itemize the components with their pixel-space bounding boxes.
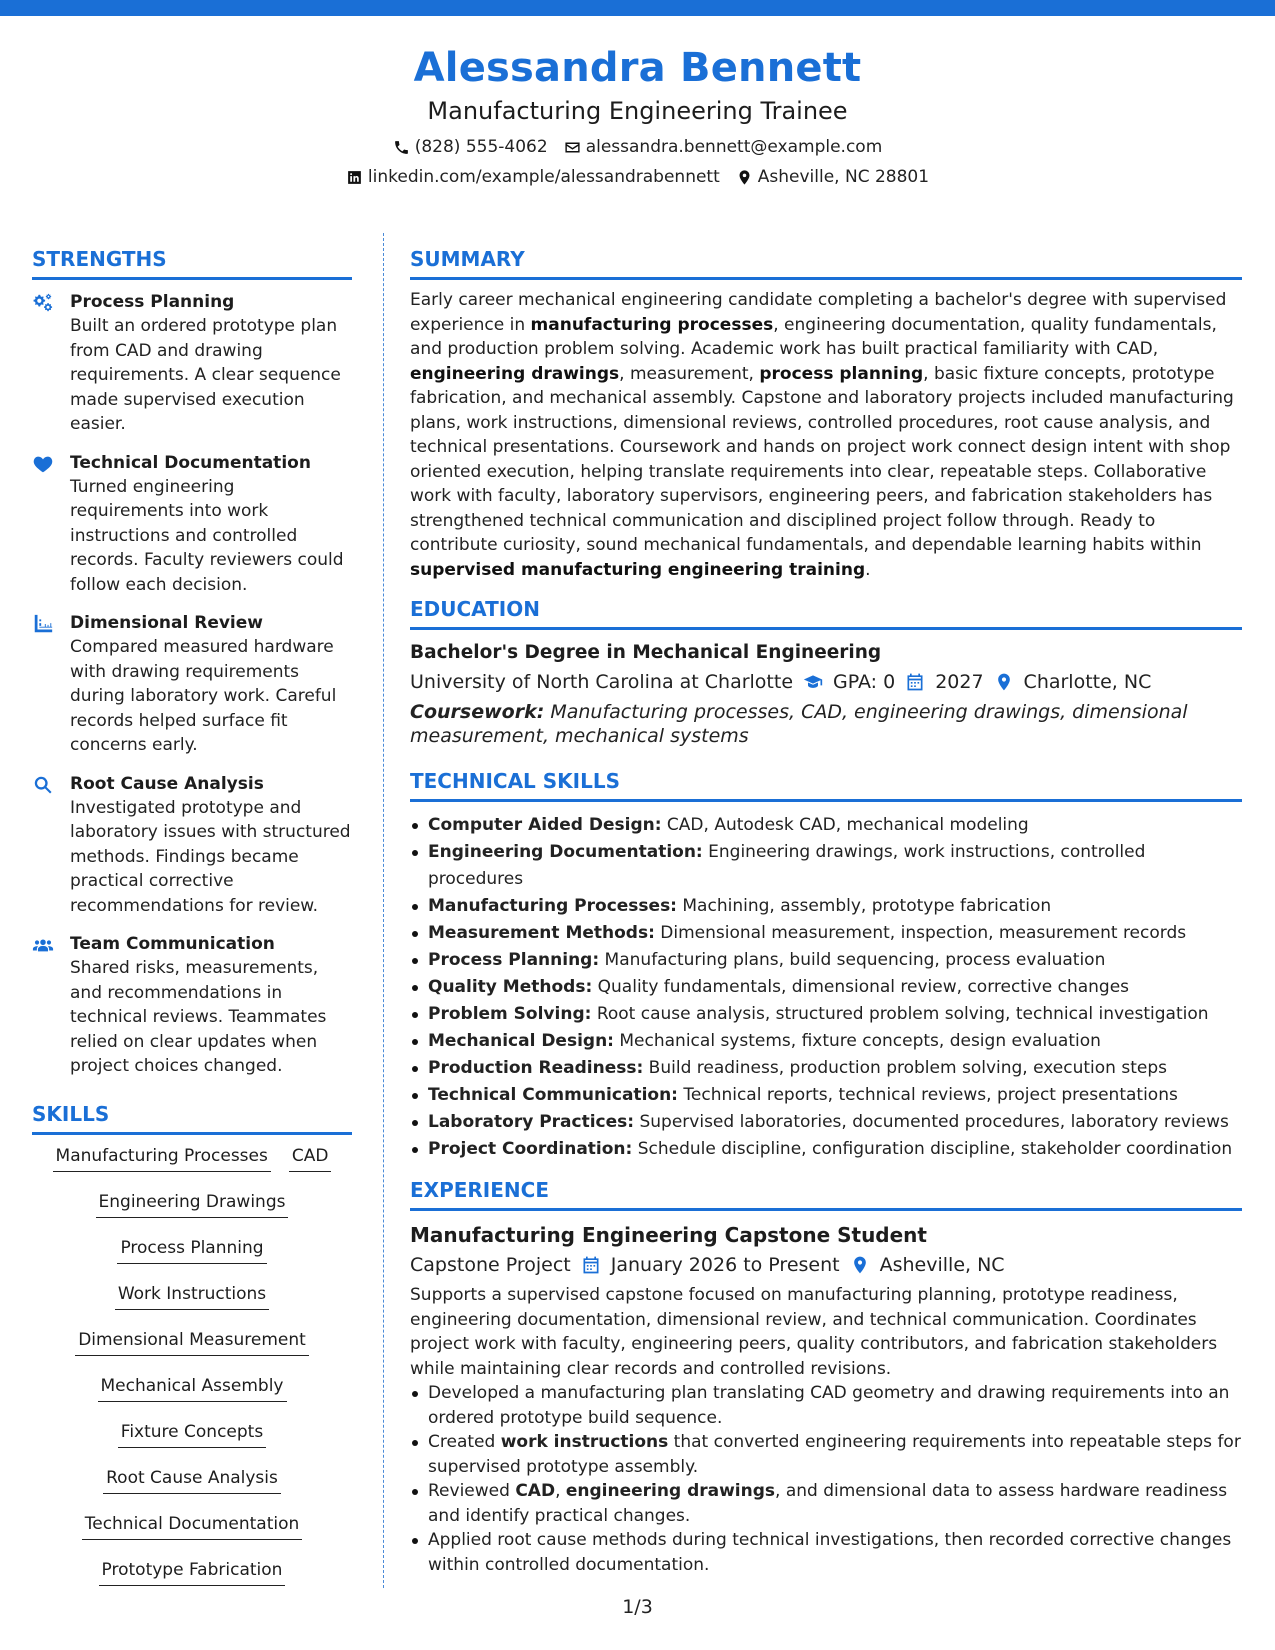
skills-list bbox=[32, 1145, 352, 1605]
strength-body bbox=[70, 290, 352, 437]
linkedin-icon bbox=[346, 169, 363, 186]
map-pin-icon bbox=[850, 1255, 870, 1275]
contact-row-1 bbox=[0, 136, 1275, 158]
list-item: Reviewed CAD, engineering drawings, and dimensional data to assess hardware readiness and identify practical changes. bbox=[410, 1479, 1242, 1528]
experience-heading: EXPERIENCE bbox=[410, 1177, 1242, 1211]
job-bullets bbox=[410, 1381, 1242, 1577]
list-item: Mechanical Design: Mechanical systems, fixture concepts, design evaluation bbox=[410, 1028, 1242, 1055]
skill-tag: Work Instructions bbox=[115, 1283, 269, 1310]
list-item: Technical Communication: Technical reports, technical reviews, project presentations bbox=[410, 1082, 1242, 1109]
list-item: Problem Solving: Root cause analysis, structured problem solving, technical investigation bbox=[410, 1001, 1242, 1028]
strength-title: Team Communication bbox=[70, 934, 275, 954]
list-item: Created work instructions that converted engineering requirements into repeatable steps for supervised prototype assembly. bbox=[410, 1430, 1242, 1479]
graduation-cap-icon bbox=[803, 672, 823, 692]
strength-body bbox=[70, 611, 352, 758]
search-icon bbox=[32, 772, 70, 919]
page-number: 1/3 bbox=[622, 1596, 653, 1618]
skill-tag: Engineering Drawings bbox=[96, 1191, 289, 1218]
contact-email[interactable] bbox=[564, 136, 883, 158]
graduation-year: 2027 bbox=[905, 668, 983, 696]
gears-icon bbox=[32, 290, 70, 437]
strength-desc: Investigated prototype and laboratory issues with structured methods. Findings became practical corrective recommendations for review. bbox=[70, 797, 351, 916]
candidate-title: Manufacturing Engineering Trainee bbox=[427, 97, 848, 125]
job-title: Manufacturing Engineering Capstone Student bbox=[410, 1223, 927, 1247]
strength-desc: Built an ordered prototype plan from CAD and drawing requirements. A clear sequence made supervised execution easier. bbox=[70, 316, 341, 434]
linkedin-text: linkedin.com/example/alessandrabennett bbox=[367, 167, 720, 187]
strength-item bbox=[32, 611, 352, 758]
strength-item bbox=[32, 451, 352, 598]
strength-title: Technical Documentation bbox=[70, 452, 311, 473]
skill-tag: Manufacturing Processes bbox=[53, 1145, 271, 1172]
skill-tag: Dimensional Measurement bbox=[75, 1329, 309, 1356]
list-item: Production Readiness: Build readiness, production problem solving, execution steps bbox=[410, 1055, 1242, 1082]
technical-skills-heading: TECHNICAL SKILLS bbox=[410, 768, 1242, 802]
job-dates: January 2026 to Present bbox=[581, 1251, 840, 1279]
strength-body bbox=[70, 451, 352, 598]
strength-desc: Turned engineering requirements into work instructions and controlled records. Faculty reviewers could follow each decision. bbox=[70, 476, 344, 595]
summary-text: Early career mechanical engineering candidate completing a bachelor's degree with supervised experience in manufacturing processes, engineering documentation, quality fundamentals, and production problem solving. Academic work has built practical familiarity with CAD, engineering drawings, measurement, process planning, basic fixture concepts, prototype fabrication, and mechanical assembly. Capstone and laboratory projects included manufacturing plans, work instructions, dimensional reviews, controlled procedures, root cause analysis, and technical presentations. Coursework and hands on project work connect design intent with shop oriented execution, helping translate requirements into clear, repeatable steps. Collaborative work with faculty, laboratory supervisors, engineering peers, and fabrication stakeholders has strengthened technical communication and disciplined project follow through. Ready to contribute curiosity, sound mechanical fundamentals, and dependable learning habits within supervised manufacturing engineering training. bbox=[410, 290, 1234, 580]
technical-skills-list bbox=[410, 812, 1242, 1163]
skill-tag: Process Planning bbox=[117, 1237, 266, 1264]
strength-item bbox=[32, 772, 352, 919]
skill-tag: Technical Documentation bbox=[82, 1513, 303, 1540]
contact-linkedin[interactable] bbox=[346, 166, 720, 188]
strength-title: Dimensional Review bbox=[70, 613, 263, 633]
school-name: University of North Carolina at Charlotte bbox=[410, 671, 794, 693]
education-heading: EDUCATION bbox=[410, 596, 1242, 630]
strength-body bbox=[70, 932, 352, 1079]
list-item: Manufacturing Processes: Machining, assembly, prototype fabrication bbox=[410, 893, 1242, 920]
strength-title: Process Planning bbox=[70, 292, 235, 312]
resume-header bbox=[0, 42, 1275, 188]
list-item: Project Coordination: Schedule discipline, configuration discipline, stakeholder coordination bbox=[410, 1136, 1242, 1163]
skills-heading: SKILLS bbox=[32, 1101, 352, 1135]
strength-desc: Shared risks, measurements, and recommendations in technical reviews. Teammates relied on clear updates when project choices changed. bbox=[70, 958, 327, 1076]
calendar-icon bbox=[581, 1255, 601, 1275]
company-name: Capstone Project bbox=[410, 1254, 571, 1276]
list-item: Laboratory Practices: Supervised laboratories, documented procedures, laboratory reviews bbox=[410, 1109, 1242, 1136]
column-divider bbox=[383, 233, 384, 1588]
top-accent-bar bbox=[0, 0, 1275, 16]
list-item: Measurement Methods: Dimensional measurement, inspection, measurement records bbox=[410, 920, 1242, 947]
map-pin-icon bbox=[994, 672, 1014, 692]
job-meta bbox=[410, 1251, 1242, 1279]
strengths-heading: STRENGTHS bbox=[32, 246, 352, 280]
job-description: Supports a supervised capstone focused on manufacturing planning, prototype readiness, engineering documentation, dimensional review, and technical communication. Coordinates project work with faculty, engineering peers, quality contributors, and fabrication stakeholders while maintaining clear records and controlled revisions. bbox=[410, 1285, 1218, 1379]
summary-heading: SUMMARY bbox=[410, 246, 1242, 280]
location-text: Asheville, NC 28801 bbox=[757, 167, 930, 187]
strength-title: Root Cause Analysis bbox=[70, 773, 264, 794]
contact-location bbox=[736, 166, 929, 188]
list-item: Quality Methods: Quality fundamentals, dimensional review, corrective changes bbox=[410, 974, 1242, 1001]
phone-icon bbox=[393, 139, 410, 156]
education-meta bbox=[410, 668, 1242, 696]
skill-tag: Mechanical Assembly bbox=[98, 1375, 287, 1402]
job-location: Asheville, NC bbox=[850, 1251, 1005, 1279]
list-item: Applied root cause methods during technical investigations, then recorded corrective changes within controlled documentation. bbox=[410, 1528, 1242, 1577]
skill-tag: CAD bbox=[289, 1145, 332, 1172]
strength-item bbox=[32, 932, 352, 1079]
heart-icon bbox=[32, 451, 70, 598]
envelope-icon bbox=[564, 139, 581, 156]
skill-tag: Root Cause Analysis bbox=[103, 1467, 281, 1494]
phone-text: (828) 555-4062 bbox=[414, 137, 548, 157]
degree-title: Bachelor's Degree in Mechanical Engineering bbox=[410, 642, 882, 663]
right-column bbox=[410, 246, 1242, 1577]
candidate-name: Alessandra Bennett bbox=[413, 45, 862, 91]
email-text: alessandra.bennett@example.com bbox=[585, 137, 883, 157]
strength-body bbox=[70, 772, 352, 919]
contact-row-2 bbox=[0, 166, 1275, 188]
coursework: Coursework: Manufacturing processes, CAD, engineering drawings, dimensional measurement, mechanical systems bbox=[410, 701, 1188, 747]
list-item: Engineering Documentation: Engineering drawings, work instructions, controlled procedures bbox=[410, 839, 1242, 893]
left-column bbox=[32, 246, 352, 1605]
strength-desc: Compared measured hardware with drawing requirements during laboratory work. Careful records helped surface fit concerns early. bbox=[70, 637, 337, 755]
skill-tag: Prototype Fabrication bbox=[99, 1559, 286, 1586]
calendar-icon bbox=[905, 672, 925, 692]
list-item: Process Planning: Manufacturing plans, build sequencing, process evaluation bbox=[410, 947, 1242, 974]
strength-item bbox=[32, 290, 352, 437]
ruler-icon bbox=[32, 611, 70, 758]
school-location: Charlotte, NC bbox=[994, 668, 1152, 696]
skill-tag: Fixture Concepts bbox=[118, 1421, 266, 1448]
map-pin-icon bbox=[736, 169, 753, 186]
contact-phone bbox=[393, 136, 548, 158]
list-item: Developed a manufacturing plan translating CAD geometry and drawing requirements into an ordered prototype build sequence. bbox=[410, 1381, 1242, 1430]
list-item: Computer Aided Design: CAD, Autodesk CAD, mechanical modeling bbox=[410, 812, 1242, 839]
gpa-item: GPA: 0 bbox=[803, 668, 895, 696]
users-icon bbox=[32, 932, 70, 1079]
